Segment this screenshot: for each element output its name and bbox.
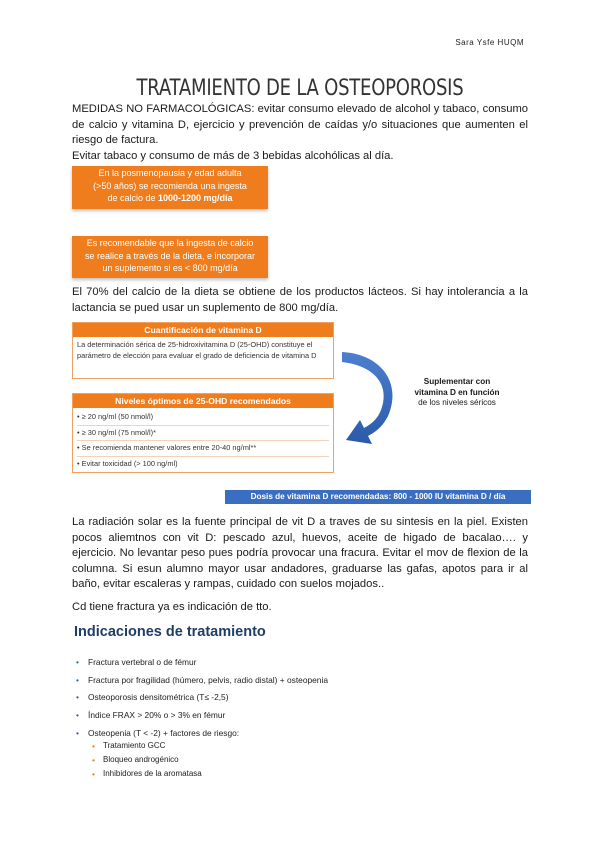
quantification-title: Cuantificación de vitamina D (73, 323, 333, 337)
risk-factors-list (88, 741, 328, 779)
supplement-caption (404, 377, 510, 409)
levels-item: • Evitar toxicidad (> 100 ng/ml) (77, 458, 178, 468)
paragraph-non-pharma: MEDIDAS NO FARMACOLÓGICAS: evitar consumo elevado de alcohol y tabaco, consumo de calcio y vitamina D, ejercicio y prevención de caídas y/o situaciones que aumenten el riesgo de factura. (72, 103, 528, 146)
risk-factor-item: • Inhibidores de la aromatasa (92, 768, 202, 779)
calcium-supplement-box (72, 236, 268, 278)
indication-item: • Osteopenia (T < -2) + factores de riesgo: • Tratamiento GCC • Bloqueo androgénico • Inhibidores de la aromatasa (76, 728, 328, 779)
calcium-recommendation-box (72, 166, 268, 209)
indication-item: • Fractura por fragilidad (húmero, pelvis, radio distal) + osteopenia (76, 674, 328, 685)
indication-item: • Fractura vertebral o de fémur (76, 657, 197, 667)
calcium-box2-line2: se realice a través de la dieta, e incorporar (84, 250, 256, 261)
quantification-text: La determinación sérica de 25-hidroxivitamina D (25-OHD) constituye el parámetro de elección para evaluar el grado de deficiencia de vitamina D (77, 340, 317, 360)
calcium-box1-line1: En la posmenopausia y edad adulta (98, 168, 242, 178)
indication-item: • Osteoporosis densitométrica (T≤ -2,5) (76, 692, 229, 703)
supplement-line2: vitamina D en función (414, 387, 500, 397)
levels-title: Niveles óptimos de 25-OHD recomendados (73, 394, 333, 408)
paragraph-vitamin-d: La radiación solar es la fuente principal de vit D a traves de su sintesis en la piel. Existen pocos aliemtnos con vit D: pescado azul, huevos, aceite de higado de bacalao…. y ejercicio. No levantar peso pues podría provocar una fracura. Evitar el mov de flexion de la columna. Si esun alumno mayor usar andadores, graduarse las gafas, apotos para ir al baño, evitar escaleras y rampas, cuidado con suelos mojados.. (72, 516, 528, 590)
calcium-box1-line3a: de calcio de (107, 193, 158, 203)
levels-list (73, 408, 333, 475)
levels-item: • ≥ 20 ng/ml (50 nmol/l) (77, 410, 329, 426)
risk-factor-item: • Tratamiento GCC (92, 740, 166, 751)
indications-list (76, 657, 328, 786)
levels-item: • Se recomienda mantener valores entre 20-40 ng/ml** (77, 441, 329, 457)
paragraph-tobacco: Evitar tabaco y consumo de más de 3 bebidas alcohólicas al día. (72, 150, 394, 162)
supplement-line3: de los niveles séricos (418, 398, 496, 407)
indication-item: • Índice FRAX > 20% o > 3% en fémur (76, 710, 226, 721)
risk-factor-item: • Bloqueo androgénico (92, 754, 179, 765)
vitamin-d-figure (72, 322, 334, 473)
page-title: TRATAMIENTO DE LA OSTEOPOROSIS (136, 76, 464, 101)
author-name: Sara Ysfe HUQM (455, 38, 524, 47)
indications-title: Indicaciones de tratamiento (74, 624, 266, 640)
calcium-box1-line3 (72, 192, 268, 205)
paragraph-dairy: El 70% del calcio de la dieta se obtiene de los productos lácteos. Si hay intolerancia a la lactancia se pued usar un suplemento de 800 mg/día. (72, 286, 528, 314)
levels-item: • ≥ 30 ng/ml (75 nmol/l)* (77, 426, 329, 442)
vitamin-d-levels-box (72, 393, 334, 473)
supplement-line1: Suplementar con (423, 377, 491, 386)
vitamin-d-dose-banner: Dosis de vitamina D recomendadas: 800 - 1000 IU vitamina D / día (225, 490, 531, 504)
calcium-box2-line3: un suplemento si es < 800 mg/día (102, 263, 238, 273)
paragraph-fracture: Cd tiene fractura ya es indicación de tto. (72, 601, 272, 613)
calcium-box1-line2: (>50 años) se recomienda una ingesta (93, 180, 247, 191)
calcium-box2-line1: Es recomendable que la ingesta de calcio (86, 238, 254, 248)
calcium-dose: 1000-1200 mg/día (158, 193, 233, 203)
vitamin-d-quantification-box (72, 322, 334, 379)
curved-arrow-icon (336, 340, 408, 452)
